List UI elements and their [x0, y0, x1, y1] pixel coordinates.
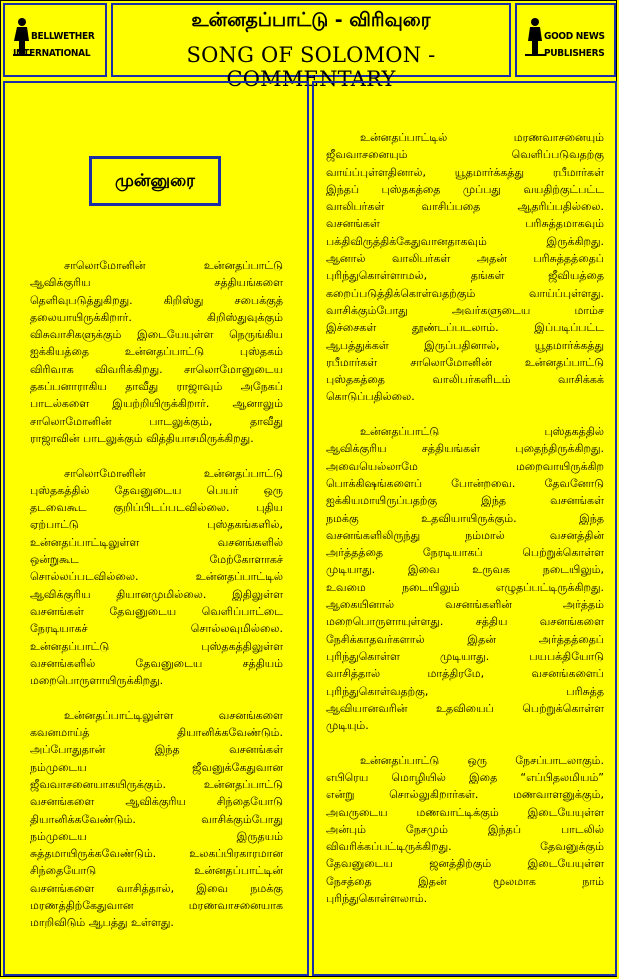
text-line: புரிந்துகொள்ள முடியாது. பயபக்தியோடு	[326, 649, 604, 663]
text-line: புரிந்துகொள்ளாமல், தங்கள் ஜீவியத்தை	[326, 269, 604, 283]
text-line: தகப்பனாராகிய தாவீது ராஜாவும் அநேகப்	[30, 380, 283, 394]
left-logo-line2: INTERNATIONAL	[13, 48, 91, 59]
text-line: அவையெல்லாமே மறைவாயிருக்கிற	[326, 459, 604, 473]
text-line: உன்னதப்பாட்டு ஒரு நேசப்பாடலாகும்.	[360, 753, 604, 767]
text-line: பொக்கிஷங்களைப் போன்றவை. தேவனோடு	[326, 476, 604, 490]
text-line: மறைபொருளாயுள்ளது. சத்திய வசனங்களை	[326, 615, 604, 629]
left-column-text	[30, 257, 283, 949]
text-line: ஒன்றுகூட மேற்கோளாகச்	[30, 553, 283, 567]
text-line: ஆபத்துக்கள் இருப்பதினால், யூதமார்க்கத்து	[326, 338, 604, 352]
text-line: ஆவிக்குரிய சத்தியங்களை	[30, 276, 283, 290]
text-line: உன்னதப்பாட்டிலுள்ள வசனங்களை	[64, 708, 283, 722]
right-column-text	[326, 129, 604, 925]
text-line: வாலிபர்கள் வாசிப்பதை ஆதரிப்பதில்லை.	[326, 200, 604, 214]
text-line: வசனங்கள் பரிசுத்தமாகவும்	[326, 217, 604, 231]
paragraph	[326, 129, 604, 406]
text-line: தெளிவுபடுத்துகிறது. கிறிஸ்து சபைக்குத்	[30, 293, 283, 307]
text-line: உன்னதப்பாட்டில் மரணவாசனையும்	[360, 131, 604, 144]
section-heading: முன்னுரை	[115, 171, 195, 191]
text-line: எபிரெய மொழியில் இதை “எப்பிதலமியம்”	[326, 770, 604, 784]
good-news-logo	[525, 17, 615, 65]
text-line: சுத்தமாயிருக்கவேண்டும். உலகப்பிரகாரமான	[30, 847, 283, 861]
text-line: ஆவியானவரின் உதவியைப் பெற்றுக்கொள்ள	[326, 701, 604, 715]
text-line: அர்த்தத்தை நேரடியாகப் பெற்றுக்கொள்ள	[326, 546, 604, 560]
title-english: SONG OF SOLOMON - COMMENTARY	[186, 43, 436, 91]
text-line: நேசிக்காதவர்களால் இதன் அர்த்தத்தைப்	[326, 632, 604, 646]
text-line: உன்னதப்பாட்டு புஸ்தகத்தில்	[360, 425, 604, 439]
text-line: கவனமாய்த் தியானிக்கவேண்டும்.	[30, 726, 283, 740]
text-line: வாசித்தால் மாத்திரமே, வசனங்களைப்	[326, 667, 604, 681]
text-line: வசனங்களிலிருந்து நம்மால் வசனத்தின்	[326, 528, 604, 542]
left-column	[3, 81, 309, 976]
text-line: நம்முடைய ஜீவனுக்கேதுவான	[30, 760, 283, 774]
text-line: விரிவாக விவரிக்கிறது. சாலொமோனுடைய	[30, 362, 283, 376]
text-line: புஸ்தகத்தில் தேவனுடைய பெயர் ஒரு	[30, 483, 283, 497]
text-line: பாடல்களை இயற்றியிருக்கிறார். ஆனாலும்	[30, 397, 283, 411]
paragraph	[326, 752, 604, 908]
text-line: உன்னதப்பாட்டு புஸ்தகத்திலுள்ள	[30, 639, 283, 653]
title-tamil: உன்னதப்பாட்டு - விரிவுரை	[191, 9, 431, 31]
text-line: நமக்கு உதவியாயிருக்கும். இந்த	[326, 511, 604, 525]
text-line: பக்திவிருத்திக்கேதுவானதாகவும் இருக்கிறது.	[326, 234, 604, 248]
text-line: ஜீவவாசனையாகயிருக்கும். உன்னதப்பாட்டு	[30, 777, 283, 791]
text-line: புரிந்துகொள்ளலாம்.	[326, 892, 428, 906]
text-line: வசனங்களில் தேவனுடைய சத்தியம்	[30, 656, 283, 670]
text-line: சாலொமோனின் உன்னதப்பாட்டு	[64, 259, 283, 272]
text-line: அப்போதுதான் இந்த வசனங்கள்	[30, 743, 283, 757]
left-logo-line1: BELLWETHER	[31, 31, 95, 42]
section-heading-box	[89, 156, 221, 206]
text-line: நேரடியாகச் சொல்லவுமில்லை.	[30, 622, 283, 636]
right-logo-line2: PUBLISHERS	[544, 48, 605, 59]
text-line: ரபீமார்கள் சாலொமோனின் உன்னதப்பாட்டு	[326, 355, 604, 369]
text-line: சாலொமோனின் பாடலுக்கும், தாவீது	[30, 414, 283, 428]
text-line: வாசிக்கும்போது அவர்களுடைய மாம்ச	[326, 303, 604, 317]
title-box	[111, 3, 511, 91]
paragraph	[326, 423, 604, 734]
right-logo-box	[515, 3, 616, 77]
text-line: மரணத்திற்கேதுவான மரணவாசனையாக	[30, 898, 283, 912]
text-line: இந்தப் புஸ்தகத்தை முப்பது வயதிற்குட்பட்ட	[326, 182, 604, 196]
text-line: முடியாது. இவை உருவக நடையிலும்,	[326, 563, 604, 577]
text-line: தலையாயிருக்கிறார். கிறிஸ்துவுக்கும்	[30, 310, 283, 324]
text-line: சிந்தையோடு உன்னதப்பாட்டின்	[30, 864, 283, 878]
bellwether-logo	[11, 17, 101, 65]
text-line: அன்பும் நேசமும் இந்தப் பாடலில்	[326, 822, 604, 836]
text-line: உன்னதப்பாட்டிலுள்ள வசனங்களில்	[30, 535, 283, 549]
good-news-figure-icon	[525, 17, 545, 57]
text-line: ஐக்கியத்தை உன்னதப்பாட்டு புஸ்தகம்	[30, 345, 283, 359]
text-line: நேசத்தை இதன் மூலமாக நாம்	[326, 874, 604, 888]
text-line: சாலொமோனின் உன்னதப்பாட்டு	[64, 466, 283, 480]
paragraph	[30, 465, 283, 690]
text-line: புரிந்துகொள்வதற்கு, பரிசுத்த	[326, 684, 604, 698]
text-line: வாய்ப்புள்ளதினால், யூதமார்க்கத்து ரபீமார்கள்	[326, 165, 604, 179]
text-line: ஆவிக்குரிய தியானமுமில்லை. இதிலுள்ள	[30, 587, 283, 601]
text-line: விவரிக்கப்பட்டிருக்கிறது. தேவனுக்கும்	[326, 840, 604, 854]
text-line: விசுவாசிகளுக்கும் இடையேயுள்ள நெருங்கிய	[30, 328, 283, 342]
paragraph	[30, 257, 283, 447]
header	[3, 3, 616, 91]
text-line: என்று சொல்லுகிறார்கள். மணவாளனுக்கும்,	[326, 788, 604, 802]
text-line: வசனங்களை ஆவிக்குரிய சிந்தையோடு	[30, 795, 283, 809]
text-line: இச்சைகள் தூண்டப்படலாம். இப்படிப்பட்ட	[326, 321, 604, 335]
text-line: கறைப்படுத்திக்கொள்வதற்கும் வாய்ப்புள்ளது.	[326, 286, 604, 300]
text-line: தேவனுடைய ஜனத்திற்கும் இடையேயுள்ள	[326, 857, 604, 871]
text-line: ராஜாவின் பாடலுக்கும் வித்தியாசமிருக்கிறது.	[30, 431, 254, 445]
right-column	[312, 81, 617, 976]
text-line: ஆவிக்குரிய சத்தியங்கள் புதைந்திருக்கிறது.	[326, 442, 604, 456]
text-line: உவமை நடையிலும் எழுதப்பட்டிருக்கிறது.	[326, 580, 604, 594]
paragraph	[30, 707, 283, 932]
text-line: ஏற்பாட்டு புஸ்தகங்களில்,	[30, 518, 283, 532]
text-line: கொடுப்பதில்லை.	[326, 390, 415, 404]
text-line: ஆகையினால் வசனங்களின் அர்த்தம்	[326, 598, 604, 612]
text-line: முடியும்.	[326, 719, 369, 733]
text-line: தடவைகூட குறிப்பிடப்படவில்லை. புதிய	[30, 501, 283, 515]
right-logo-line1: GOOD NEWS	[544, 31, 605, 42]
text-line: வசனங்களை வாசித்தால், இவை நமக்கு	[30, 881, 283, 895]
text-line: மறைபொருளாயிருக்கிறது.	[30, 674, 164, 688]
text-line: ஜீவவாசனையும் வெளிப்படுவதற்கு	[326, 148, 604, 162]
text-line: தியானிக்கவேண்டும். வாசிக்கும்போது	[30, 812, 283, 826]
text-line: நம்முடைய இருதயம்	[30, 829, 283, 843]
text-line: புஸ்தகத்தை வாலிபர்களிடம் வாசிக்கக்	[326, 373, 604, 387]
text-line: சொல்லப்படவில்லை. உன்னதப்பாட்டில்	[30, 570, 283, 584]
text-line: அவருடைய மணவாட்டிக்கும் இடையேயுள்ள	[326, 805, 604, 819]
text-line: மாறிவிடும் ஆபத்து உள்ளது.	[30, 916, 174, 930]
text-line: ஆனால் வாலிபர்கள் அதன் பரிசுத்தத்தைப்	[326, 252, 604, 266]
text-line: ஐக்கியமாயிருப்பதற்கு இந்த வசனங்கள்	[326, 494, 604, 508]
left-logo-box	[3, 3, 107, 77]
text-line: வசனங்கள் தேவனுடைய வெளிப்பாட்டை	[30, 604, 283, 618]
